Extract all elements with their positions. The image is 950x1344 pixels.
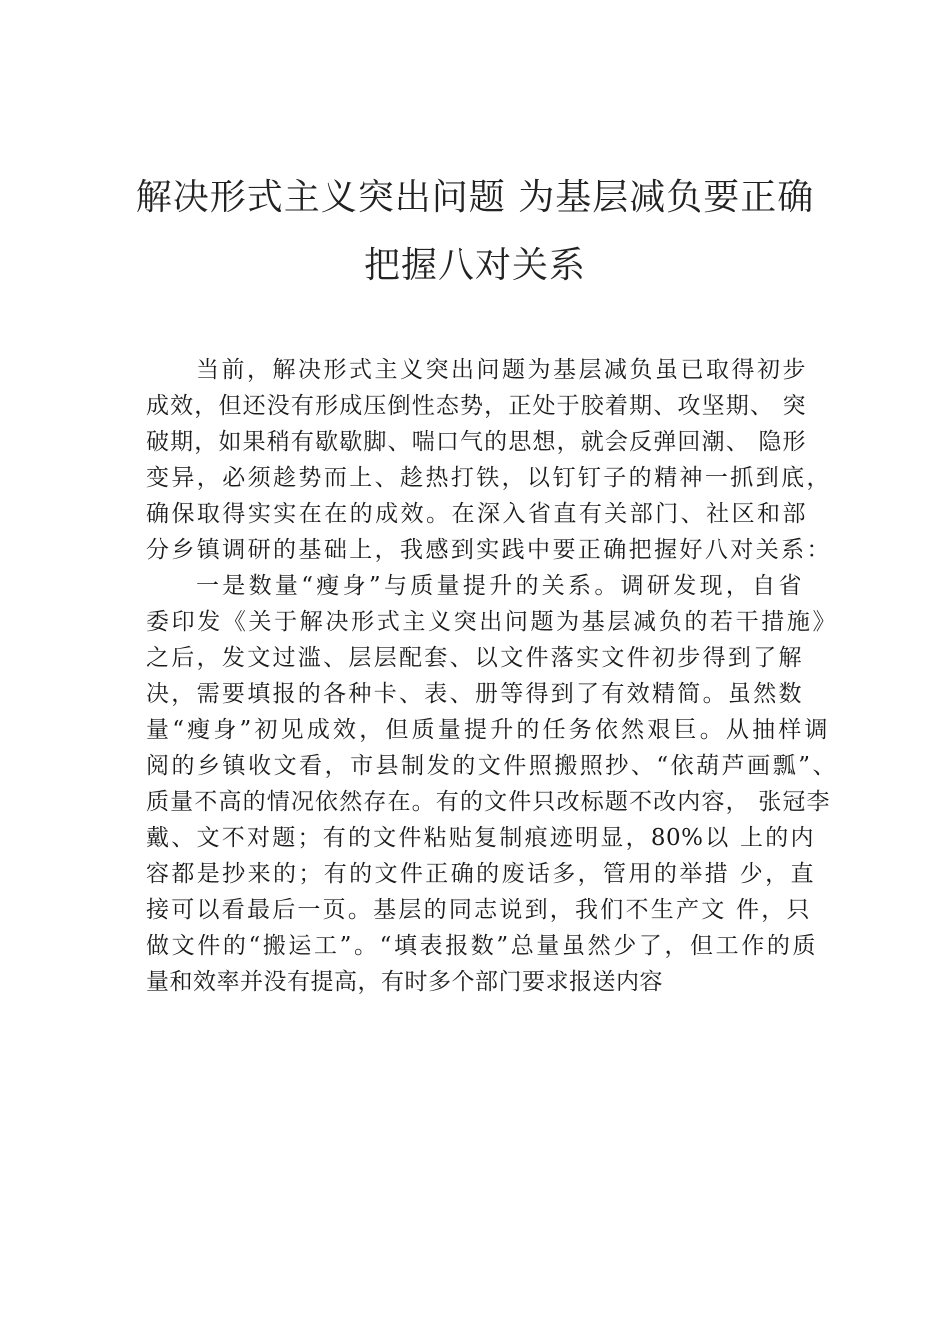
body-line: 委印发《关于解决形式主义突出问题为基层减负的若干措施》 bbox=[146, 609, 836, 635]
body-line: 戴、文不对题；有的文件粘贴复制痕迹明显，80%以 上的内 bbox=[146, 825, 814, 851]
document-body bbox=[146, 352, 836, 1000]
body-line: 确保取得实实在在的成效。在深入省直有关部门、社区和部 bbox=[146, 501, 806, 527]
document-title-line-1: 解决形式主义突出问题 为基层减负要正确 bbox=[135, 177, 815, 218]
body-line: 当前，解决形式主义突出问题为基层减负虽已取得初步 bbox=[196, 357, 806, 383]
body-line: 之后，发文过滥、层层配套、以文件落实文件初步得到了解 bbox=[146, 645, 802, 671]
body-line: 量“瘦身”初见成效，但质量提升的任务依然艰巨。从抽样调 bbox=[146, 717, 828, 743]
body-line: 破期，如果稍有歇歇脚、喘口气的思想，就会反弹回潮、 隐形 bbox=[146, 429, 806, 455]
document-title-line-2: 把握八对关系 bbox=[363, 245, 586, 286]
body-line: 变异，必须趁势而上、趁热打铁，以钉钉子的精神一抓到底， bbox=[146, 465, 830, 491]
body-line: 决，需要填报的各种卡、表、册等得到了有效精简。虽然数 bbox=[146, 681, 802, 707]
body-line: 成效，但还没有形成压倒性态势，正处于胶着期、攻坚期、 突 bbox=[146, 393, 806, 419]
body-line: 一是数量“瘦身”与质量提升的关系。调研发现，自省 bbox=[196, 573, 802, 599]
body-line: 接可以看最后一页。基层的同志说到，我们不生产文 件，只 bbox=[146, 897, 810, 923]
body-line: 分乡镇调研的基础上，我感到实践中要正确把握好八对关系： bbox=[146, 537, 830, 563]
body-line: 做文件的“搬运工”。“填表报数”总量虽然少了，但工作的质 bbox=[146, 933, 816, 959]
body-line: 量和效率并没有提高，有时多个部门要求报送内容 bbox=[146, 969, 663, 995]
body-line: 容都是抄来的；有的文件正确的废话多，管用的举措 少，直 bbox=[146, 861, 814, 887]
body-line: 质量不高的情况依然存在。有的文件只改标题不改内容， 张冠李 bbox=[146, 789, 830, 815]
body-line: 阅的乡镇收文看，市县制发的文件照搬照抄、“依葫芦画瓢”、 bbox=[146, 753, 836, 779]
